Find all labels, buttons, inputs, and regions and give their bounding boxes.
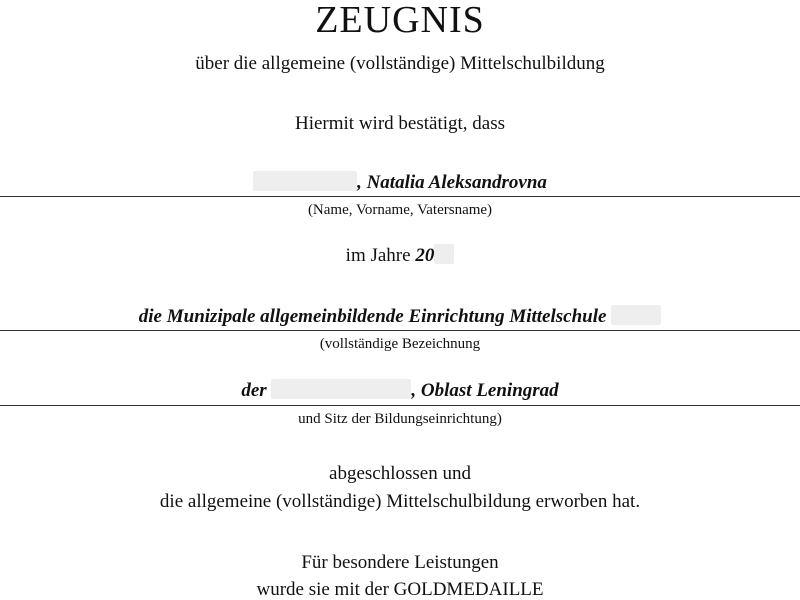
redacted-surname	[253, 171, 357, 191]
award-line-2: wurde sie mit der GOLDMEDAILLE	[256, 579, 544, 600]
location-underline	[0, 405, 800, 406]
year-line	[0, 244, 800, 268]
year-prefix: im Jahre	[345, 245, 416, 266]
document-subtitle: über die allgemeine (vollständige) Mittelschulbildung	[195, 53, 605, 74]
confirmation-text: Hiermit wird bestätigt, dass	[294, 113, 506, 134]
redacted-location	[271, 379, 411, 399]
institution-name: die Munizipale allgemeinbildende Einrichtung Mittelschule	[138, 306, 612, 327]
person-underline	[0, 196, 800, 197]
completion-line-2: die allgemeine (vollständige) Mittelschulbildung erworben hat.	[159, 491, 641, 512]
redacted-school-number	[611, 305, 661, 325]
institution-underline	[0, 330, 800, 331]
institution-line	[0, 305, 800, 329]
person-given-names: , Natalia Aleksandrovna	[357, 172, 547, 193]
location-caption: und Sitz der Bildungseinrichtung)	[298, 411, 502, 427]
document-title: ZEUGNIS	[315, 0, 485, 41]
person-caption: (Name, Vorname, Vatersname)	[307, 202, 493, 218]
location-line	[0, 379, 800, 403]
institution-caption: (vollständige Bezeichnung	[319, 336, 481, 352]
location-region: , Oblast Leningrad	[411, 380, 559, 401]
year-value: 20	[415, 245, 435, 266]
award-line-1: Für besondere Leistungen	[301, 552, 499, 573]
location-prefix: der	[241, 380, 272, 401]
redacted-year-digits	[434, 244, 454, 264]
completion-line-1: abgeschlossen und	[329, 463, 471, 484]
person-name-line	[0, 171, 800, 195]
